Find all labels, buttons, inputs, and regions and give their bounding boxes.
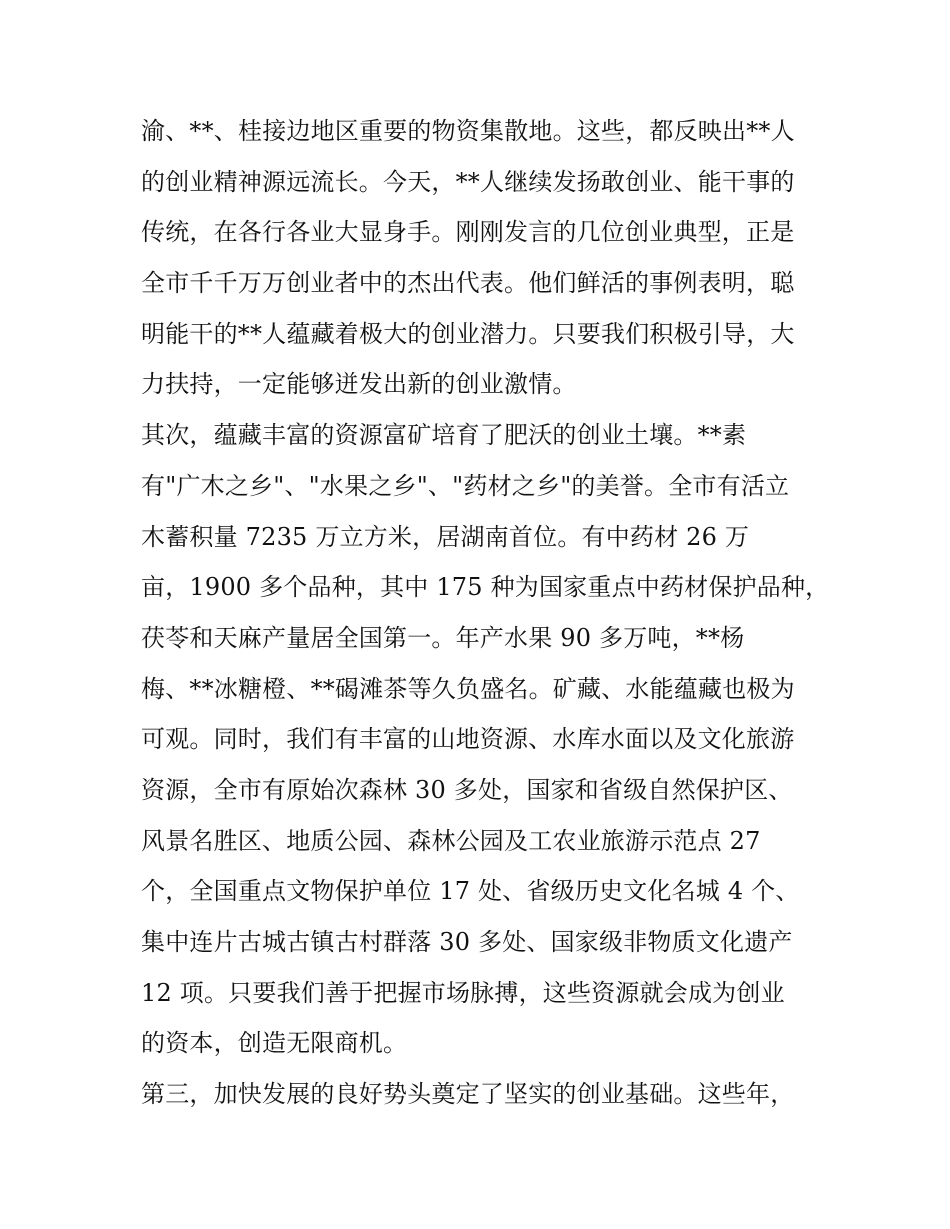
text-line: 的资本，创造无限商机。 bbox=[141, 1029, 408, 1058]
text-line: 资源，全市有原始次森林 30 多处，国家和省级自然保护区、 bbox=[141, 775, 793, 804]
text-line: 明能干的**人蕴藏着极大的创业潜力。只要我们积极引导，大 bbox=[141, 319, 795, 348]
text-line: 风景名胜区、地质公园、森林公园及工农业旅游示范点 27 bbox=[141, 826, 761, 855]
text-line: 有"广木之乡"、"水果之乡"、"药材之乡"的美誉。全市有活立 bbox=[141, 471, 790, 500]
text-line: 全市千千万万创业者中的杰出代表。他们鲜活的事例表明，聪 bbox=[141, 269, 795, 298]
body-text bbox=[141, 106, 830, 1120]
text-line: 力扶持，一定能够迸发出新的创业激情。 bbox=[141, 370, 577, 399]
text-line: 木蓄积量 7235 万立方米，居湖南首位。有中药材 26 万 bbox=[141, 522, 750, 551]
text-line: 第三，加快发展的良好势头奠定了坚实的创业基础。这些年， bbox=[141, 1080, 795, 1109]
text-line: 渝、**、桂接边地区重要的物资集散地。这些，都反映出**人 bbox=[141, 117, 795, 145]
text-line: 可观。同时，我们有丰富的山地资源、水库水面以及文化旅游 bbox=[141, 725, 795, 754]
text-line: 梅、**冰糖橙、**碣滩茶等久负盛名。矿藏、水能蕴藏也极为 bbox=[141, 674, 795, 703]
text-line: 的创业精神源远流长。今天，**人继续发扬敢创业、能干事的 bbox=[141, 167, 795, 196]
text-line: 传统，在各行各业大显身手。刚刚发言的几位创业典型，正是 bbox=[141, 218, 795, 247]
text-line: 个，全国重点文物保护单位 17 处、省级历史文化名城 4 个、 bbox=[141, 877, 800, 906]
text-line: 茯苓和天麻产量居全国第一。年产水果 90 多万吨，**杨 bbox=[141, 623, 745, 652]
text-line: 12 项。只要我们善于把握市场脉搏，这些资源就会成为创业 bbox=[141, 978, 785, 1007]
text-line: 集中连片古城古镇古村群落 30 多处、国家级非物质文化遗产 bbox=[141, 928, 793, 956]
text-line: 其次，蕴藏丰富的资源富矿培育了肥沃的创业土壤。**素 bbox=[141, 421, 747, 450]
text-line: 亩，1900 多个品种，其中 175 种为国家重点中药材保护品种， bbox=[141, 573, 830, 602]
